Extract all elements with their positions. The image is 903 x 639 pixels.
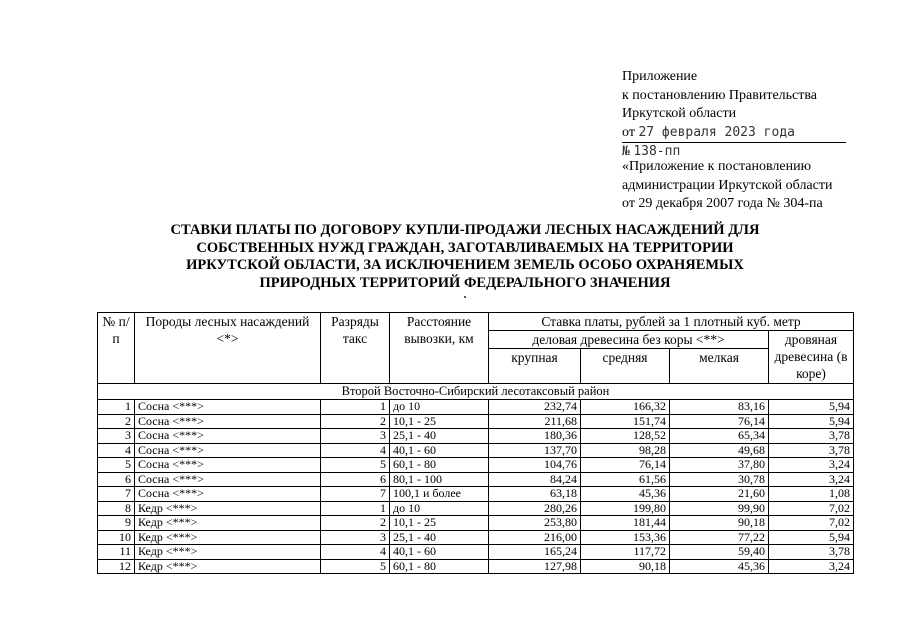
cell-small: 21,60 — [670, 487, 769, 502]
cell-fuel: 3,78 — [769, 443, 854, 458]
table-row — [98, 501, 854, 516]
cell-fuel: 3,24 — [769, 472, 854, 487]
cell-tax-class: 1 — [321, 400, 390, 415]
region-row: Второй Восточно-Сибирский лесотаксовый район — [98, 384, 854, 400]
cell-tax-class: 1 — [321, 501, 390, 516]
cell-small: 49,68 — [670, 443, 769, 458]
cell-small: 45,36 — [670, 559, 769, 574]
cell-small: 99,90 — [670, 501, 769, 516]
appendix-line: Приложение — [622, 69, 698, 84]
quote-line: от 29 декабря 2007 года № 304-па — [622, 196, 823, 211]
table-row — [98, 559, 854, 574]
cell-medium: 76,14 — [581, 458, 670, 473]
cell-species: Кедр <***> — [135, 530, 321, 545]
title-line: ИРКУТСКОЙ ОБЛАСТИ, ЗА ИСКЛЮЧЕНИЕМ ЗЕМЕЛЬ ОСОБО ОХРАНЯЕМЫХ — [186, 257, 744, 273]
cell-small: 37,80 — [670, 458, 769, 473]
cell-species: Кедр <***> — [135, 545, 321, 560]
header-business-wood: деловая древесина без коры <**> — [489, 331, 769, 349]
quote-line: «Приложение к постановлению — [622, 159, 812, 174]
cell-fuel: 3,78 — [769, 429, 854, 444]
cell-distance: 60,1 - 80 — [390, 458, 489, 473]
cell-medium: 61,56 — [581, 472, 670, 487]
header-small: мелкая — [670, 349, 769, 384]
cell-species: Кедр <***> — [135, 559, 321, 574]
number-prefix: № — [622, 144, 630, 159]
cell-large: 84,24 — [489, 472, 581, 487]
table-body — [98, 384, 854, 574]
cell-fuel: 5,94 — [769, 400, 854, 415]
cell-fuel: 3,78 — [769, 545, 854, 560]
table-row — [98, 472, 854, 487]
cell-num: 12 — [98, 559, 135, 574]
appendix-line: Иркутской области — [622, 106, 737, 121]
cell-distance: 80,1 - 100 — [390, 472, 489, 487]
cell-large: 180,36 — [489, 429, 581, 444]
table-row — [98, 414, 854, 429]
cell-medium: 128,52 — [581, 429, 670, 444]
handwritten-date: 27 февраля 2023 года — [638, 124, 795, 140]
cell-distance: 40,1 - 60 — [390, 443, 489, 458]
cell-fuel: 3,24 — [769, 458, 854, 473]
cell-num: 2 — [98, 414, 135, 429]
cell-large: 232,74 — [489, 400, 581, 415]
cell-medium: 98,28 — [581, 443, 670, 458]
cell-num: 7 — [98, 487, 135, 502]
header-species: Породы лесных насаждений <*> — [135, 313, 321, 384]
cell-tax-class: 4 — [321, 443, 390, 458]
scan-speck — [464, 296, 466, 298]
cell-tax-class: 2 — [321, 516, 390, 531]
cell-species: Сосна <***> — [135, 429, 321, 444]
cell-distance: до 10 — [390, 501, 489, 516]
cell-small: 77,22 — [670, 530, 769, 545]
cell-distance: 10,1 - 25 — [390, 414, 489, 429]
cell-species: Сосна <***> — [135, 487, 321, 502]
cell-tax-class: 6 — [321, 472, 390, 487]
cell-medium: 166,32 — [581, 400, 670, 415]
cell-num: 10 — [98, 530, 135, 545]
cell-species: Сосна <***> — [135, 458, 321, 473]
cell-fuel: 1,08 — [769, 487, 854, 502]
cell-large: 104,76 — [489, 458, 581, 473]
cell-distance: 40,1 - 60 — [390, 545, 489, 560]
table-row — [98, 530, 854, 545]
cell-tax-class: 5 — [321, 559, 390, 574]
cell-num: 6 — [98, 472, 135, 487]
cell-distance: 100,1 и более — [390, 487, 489, 502]
cell-species: Сосна <***> — [135, 414, 321, 429]
appendix-block — [622, 68, 846, 162]
table-row — [98, 516, 854, 531]
cell-medium: 181,44 — [581, 516, 670, 531]
cell-distance: до 10 — [390, 400, 489, 415]
cell-large: 211,68 — [489, 414, 581, 429]
header-distance: Расстояние вывозки, км — [390, 313, 489, 384]
cell-medium: 117,72 — [581, 545, 670, 560]
header-medium: средняя — [581, 349, 670, 384]
cell-large: 63,18 — [489, 487, 581, 502]
header-tax-class: Разряды такс — [321, 313, 390, 384]
cell-small: 90,18 — [670, 516, 769, 531]
appendix-line: к постановлению Правительства — [622, 87, 818, 103]
rates-table — [97, 312, 854, 574]
cell-num: 5 — [98, 458, 135, 473]
cell-large: 165,24 — [489, 545, 581, 560]
title-line: СОБСТВЕННЫХ НУЖД ГРАЖДАН, ЗАГОТАВЛИВАЕМЫХ НА ТЕРРИТОРИИ — [196, 239, 734, 256]
cell-large: 137,70 — [489, 443, 581, 458]
cell-large: 280,26 — [489, 501, 581, 516]
title-line: ПРИРОДНЫХ ТЕРРИТОРИЙ ФЕДЕРАЛЬНОГО ЗНАЧЕНИЯ — [259, 274, 671, 291]
cell-species: Сосна <***> — [135, 443, 321, 458]
quoted-appendix-block — [622, 158, 832, 214]
cell-num: 1 — [98, 400, 135, 415]
header-fuel-wood: дровяная древесина (в коре) — [769, 331, 854, 384]
cell-species: Кедр <***> — [135, 501, 321, 516]
cell-fuel: 5,94 — [769, 530, 854, 545]
cell-tax-class: 5 — [321, 458, 390, 473]
cell-small: 76,14 — [670, 414, 769, 429]
cell-medium: 199,80 — [581, 501, 670, 516]
cell-fuel: 7,02 — [769, 516, 854, 531]
quote-line: администрации Иркутской области — [622, 177, 833, 193]
cell-medium: 45,36 — [581, 487, 670, 502]
cell-large: 216,00 — [489, 530, 581, 545]
cell-small: 83,16 — [670, 400, 769, 415]
cell-medium: 90,18 — [581, 559, 670, 574]
cell-small: 65,34 — [670, 429, 769, 444]
cell-fuel: 3,24 — [769, 559, 854, 574]
table-row — [98, 458, 854, 473]
date-prefix: от — [622, 124, 635, 140]
cell-species: Кедр <***> — [135, 516, 321, 531]
cell-medium: 151,74 — [581, 414, 670, 429]
cell-medium: 153,36 — [581, 530, 670, 545]
cell-tax-class: 3 — [321, 429, 390, 444]
cell-distance: 10,1 - 25 — [390, 516, 489, 531]
cell-tax-class: 3 — [321, 530, 390, 545]
cell-num: 11 — [98, 545, 135, 560]
header-rate: Ставка платы, рублей за 1 плотный куб. метр — [489, 313, 854, 331]
cell-small: 59,40 — [670, 545, 769, 560]
table-row — [98, 443, 854, 458]
table-row — [98, 429, 854, 444]
header-large: крупная — [489, 349, 581, 384]
cell-num: 8 — [98, 501, 135, 516]
title-line: СТАВКИ ПЛАТЫ ПО ДОГОВОРУ КУПЛИ-ПРОДАЖИ ЛЕСНЫХ НАСАЖДЕНИЙ ДЛЯ — [170, 222, 760, 238]
cell-large: 127,98 — [489, 559, 581, 574]
cell-species: Сосна <***> — [135, 400, 321, 415]
document-title — [140, 222, 790, 292]
cell-tax-class: 4 — [321, 545, 390, 560]
cell-species: Сосна <***> — [135, 472, 321, 487]
cell-tax-class: 7 — [321, 487, 390, 502]
cell-num: 9 — [98, 516, 135, 531]
cell-distance: 25,1 - 40 — [390, 530, 489, 545]
cell-num: 3 — [98, 429, 135, 444]
cell-num: 4 — [98, 443, 135, 458]
table-row — [98, 545, 854, 560]
cell-tax-class: 2 — [321, 414, 390, 429]
table-row — [98, 400, 854, 415]
cell-distance: 25,1 - 40 — [390, 429, 489, 444]
header-num: № п/п — [98, 313, 135, 384]
table-row — [98, 487, 854, 502]
cell-distance: 60,1 - 80 — [390, 559, 489, 574]
cell-large: 253,80 — [489, 516, 581, 531]
handwritten-number: 138-пп — [633, 144, 681, 159]
appendix-date-line — [622, 124, 846, 144]
cell-small: 30,78 — [670, 472, 769, 487]
cell-fuel: 5,94 — [769, 414, 854, 429]
cell-fuel: 7,02 — [769, 501, 854, 516]
